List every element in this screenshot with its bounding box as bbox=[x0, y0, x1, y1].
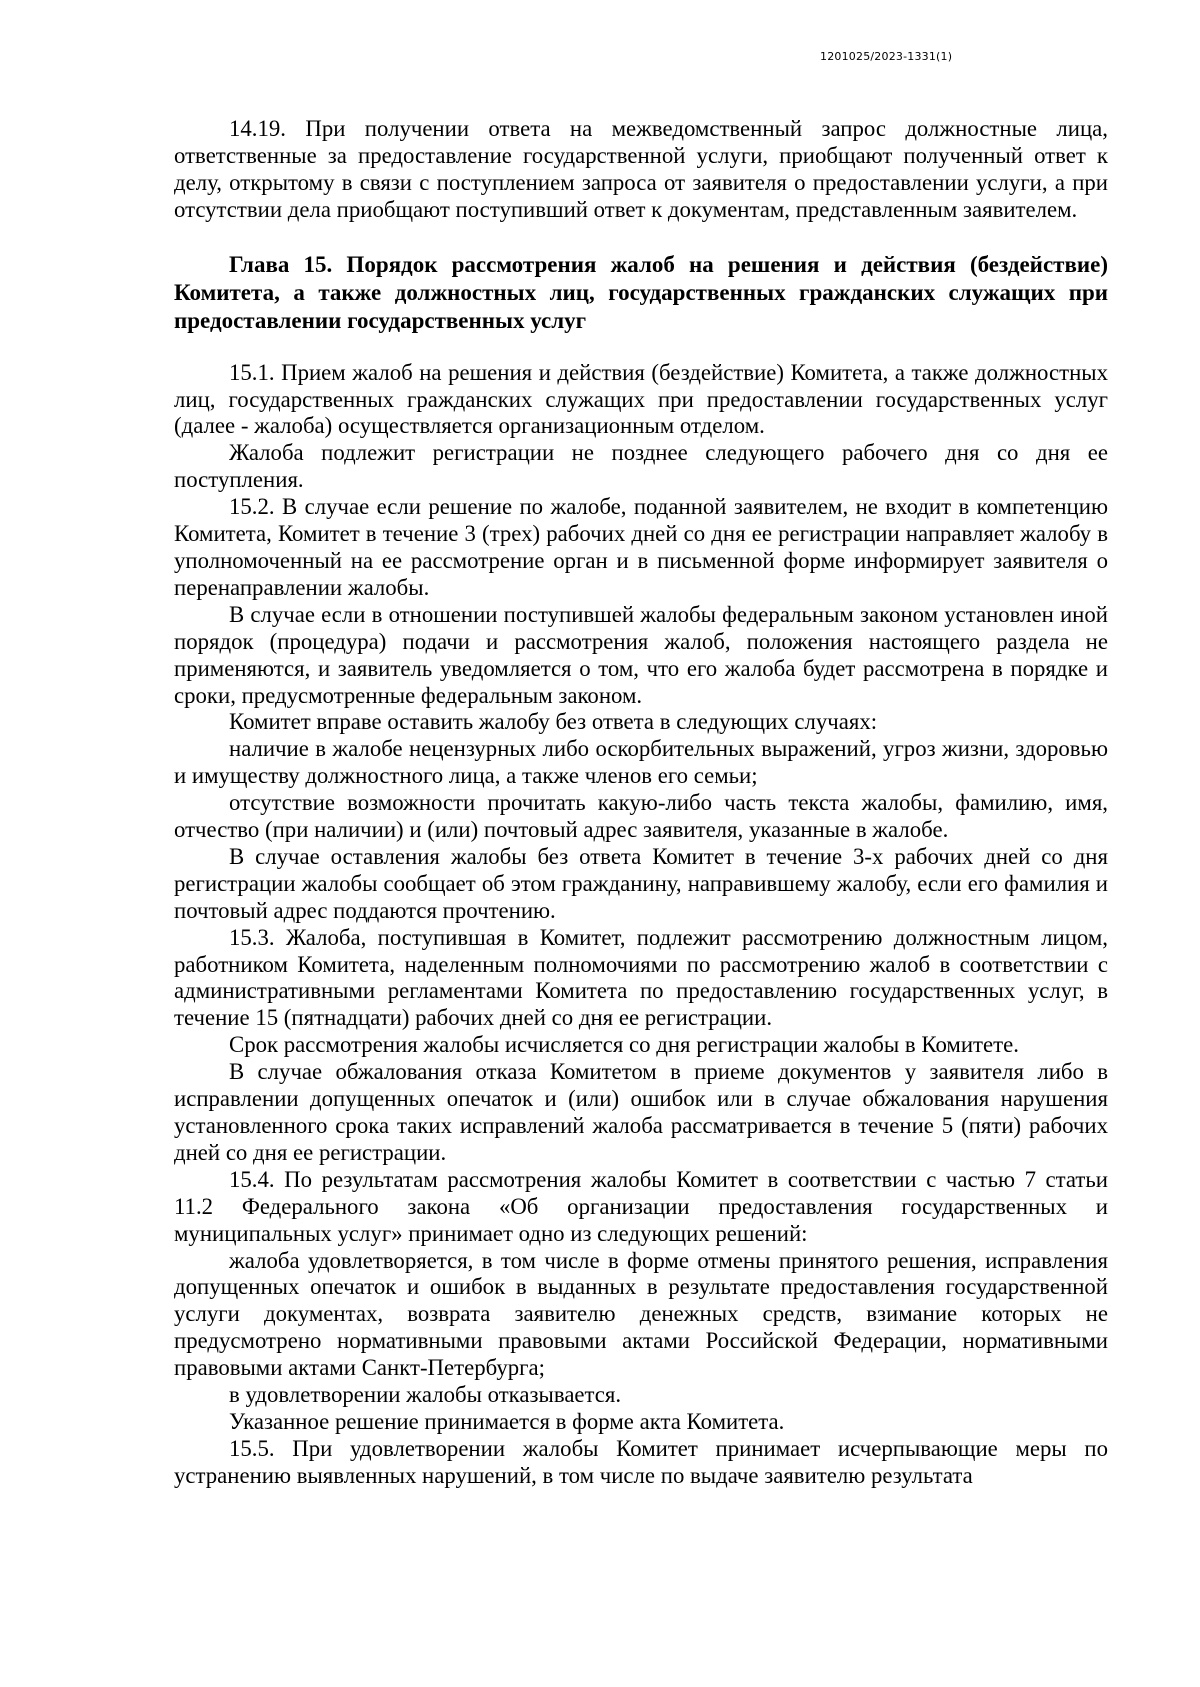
paragraph-15-1: 15.1. Прием жалоб на решения и действия (бездействие) Комитета, а также должностных лиц, государственных гражданских служащих при предоставлении государственных услуг (далее - жалоба) осуществляется организационным отделом. bbox=[174, 359, 1108, 439]
document-body bbox=[174, 116, 1108, 1490]
paragraph: В случае оставления жалобы без ответа Комитет в течение 3-х рабочих дней со дня регистрации жалобы сообщает об этом гражданину, направившему жалобу, если его фамилия и почтовый адрес поддаются прочтению. bbox=[174, 843, 1108, 923]
paragraph-15-4: 15.4. По результатам рассмотрения жалобы Комитет в соответствии с частью 7 статьи 11.2 Федерального закона «Об организации предоставления государственных и муниципальных услуг» принимает одно из следующих решений: bbox=[174, 1166, 1108, 1246]
chapter-15-heading: Глава 15. Порядок рассмотрения жалоб на решения и действия (бездействие) Комитета, а также должностных лиц, государственных гражданских служащих при предоставлении государственных услуг bbox=[174, 251, 1108, 333]
paragraph-15-3: 15.3. Жалоба, поступившая в Комитет, подлежит рассмотрению должностным лицом, работником Комитета, наделенным полномочиями по рассмотрению жалоб в соответствии с административными регламентами Комитета по предоставлению государственных услуг, в течение 15 (пятнадцати) рабочих дней со дня ее регистрации. bbox=[174, 924, 1108, 1031]
list-item: отсутствие возможности прочитать какую-либо часть текста жалобы, фамилию, имя, отчество (при наличии) и (или) почтовый адрес заявителя, указанные в жалобе. bbox=[174, 790, 1108, 843]
paragraph: В случае если в отношении поступившей жалобы федеральным законом установлен иной порядок (процедура) подачи и рассмотрения жалоб, положения настоящего раздела не применяются, и заявитель уведомляется о том, что его жалоба будет рассмотрена в порядке и сроки, предусмотренные федеральным законом. bbox=[174, 601, 1108, 708]
spacer bbox=[174, 224, 1108, 251]
list-item: в удовлетворении жалобы отказывается. bbox=[229, 1382, 622, 1408]
spacer bbox=[174, 335, 1108, 360]
paragraph: Комитет вправе оставить жалобу без ответа в следующих случаях: bbox=[229, 709, 878, 735]
document-number: 1201025/2023-1331(1) bbox=[820, 50, 953, 63]
paragraph: В случае обжалования отказа Комитетом в приеме документов у заявителя либо в исправлении допущенных опечаток и (или) ошибок или в случае обжалования нарушения установленного срока таких исправлений жалоба рассматривается в течение 5 (пяти) рабочих дней со дня ее регистрации. bbox=[174, 1059, 1108, 1165]
list-item: жалоба удовлетворяется, в том числе в форме отмены принятого решения, исправления допущенных опечаток и ошибок в выданных в результате предоставления государственной услуги документах, возврата заявителю денежных средств, взимание которых не предусмотрено нормативными правовыми актами Российской Федерации, нормативными правовыми актами Санкт-Петербурга; bbox=[174, 1247, 1108, 1381]
paragraph-15-5: 15.5. При удовлетворении жалобы Комитет принимает исчерпывающие меры по устранению выявленных нарушений, в том числе по выдаче заявителю результата bbox=[174, 1435, 1108, 1488]
paragraph-14-19: 14.19. При получении ответа на межведомственный запрос должностные лица, ответственные за предоставление государственной услуги, приобщают полученный ответ к делу, открытому в связи с поступлением запроса от заявителя о предоставлении услуги, а при отсутствии дела приобщают поступивший ответ к документам, представленным заявителем. bbox=[174, 116, 1108, 222]
paragraph-15-2: 15.2. В случае если решение по жалобе, поданной заявителем, не входит в компетенцию Комитета, Комитет в течение 3 (трех) рабочих дней со дня ее регистрации направляет жалобу в уполномоченный на ее рассмотрение орган и в письменной форме информирует заявителя о перенаправлении жалобы. bbox=[174, 494, 1108, 600]
list-item: наличие в жалобе нецензурных либо оскорбительных выражений, угроз жизни, здоровью и имуществу должностного лица, а также членов его семьи; bbox=[174, 736, 1108, 789]
paragraph: Срок рассмотрения жалобы исчисляется со дня регистрации жалобы в Комитете. bbox=[229, 1032, 1019, 1058]
paragraph: Жалоба подлежит регистрации не позднее следующего рабочего дня со дня ее поступления. bbox=[174, 440, 1108, 493]
paragraph: Указанное решение принимается в форме акта Комитета. bbox=[229, 1408, 785, 1434]
